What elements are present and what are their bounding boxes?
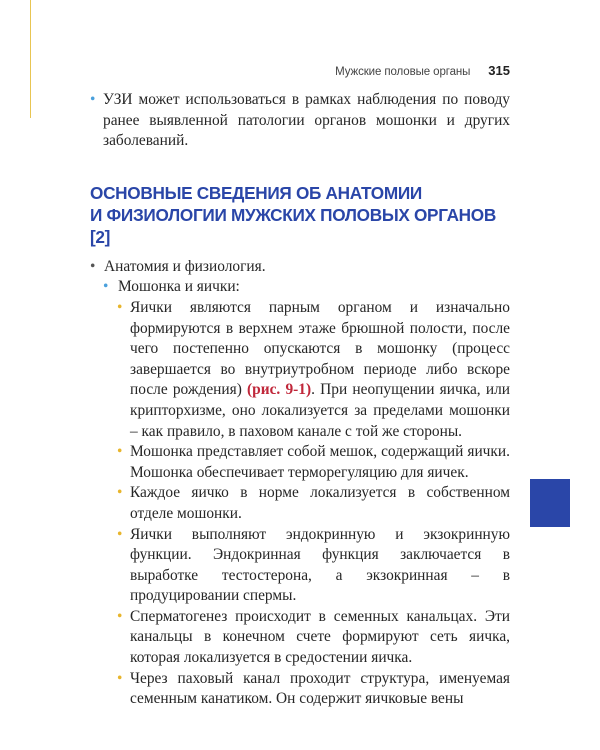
list-item: [90, 90, 510, 152]
intro-text: УЗИ может использоваться в рамках наблюдения по поводу ранее выявленной патологии органов мошонки и других заболеваний.: [103, 91, 510, 150]
bullet-icon: •: [90, 257, 96, 275]
list-item: [90, 483, 510, 524]
list-item: [90, 298, 510, 442]
chapter-thumb-tab: [530, 479, 570, 527]
page-body: [90, 90, 510, 710]
list-item-level-1: [90, 257, 510, 278]
bullet-icon: •: [90, 91, 96, 108]
level-1-text: Анатомия и физиология.: [104, 257, 266, 275]
section-heading: [90, 182, 510, 248]
list-item: [90, 442, 510, 483]
item-text: Через паховый канал проходит структура, именуемая семенным канатиком. Он содержит яичковые вены: [130, 669, 510, 708]
list-item: [90, 525, 510, 607]
bullet-icon: •: [103, 278, 109, 296]
level-2-text: Мошонка и яички:: [118, 278, 240, 296]
margin-rule: [30, 0, 31, 118]
bullet-icon: •: [117, 443, 123, 461]
list-item: [90, 607, 510, 669]
running-header-title: Мужские половые органы: [335, 66, 471, 78]
bullet-icon: •: [117, 484, 123, 502]
running-header: [90, 62, 510, 80]
item-text: Яички являются парным органом и изначально формируются в верхнем этаже брюшной полости, после чего постепенно опускаются в мошонку (процесс завершается во внутриутробном периоде либо вскоре после рождения): [130, 298, 510, 399]
bullet-icon: •: [117, 525, 123, 543]
item-text: . При неопущении яичка, или крипторхизме, оно локализуется за пределами мошонки – как правило, в паховом канале с той же стороны.: [130, 381, 510, 440]
section-heading-line-2: И ФИЗИОЛОГИИ МУЖСКИХ ПОЛОВЫХ ОРГАНОВ [2]: [90, 204, 496, 247]
item-text: Каждое яичко в норме локализуется в собственном отделе мошонки.: [130, 484, 510, 522]
bullet-icon: •: [117, 298, 123, 316]
bullet-icon: •: [117, 607, 123, 625]
item-text: Сперматогенез происходит в семенных канальцах. Эти канальцы в конечном счете формируют сеть яичка, которая локализуется в средостении яичка.: [130, 607, 510, 667]
list-item: [90, 669, 510, 710]
section-heading-line-1: ОСНОВНЫЕ СВЕДЕНИЯ ОБ АНАТОМИИ: [90, 182, 422, 203]
page-number: 315: [488, 63, 510, 78]
figure-reference-link[interactable]: (рис. 9-1): [247, 381, 312, 399]
list-item-level-2: [90, 277, 510, 298]
item-text: Яички выполняют эндокринную и экзокринную функции. Эндокринная функция заключается в выработке тестостерона, а экзокринная – в продуцировании спермы.: [130, 525, 510, 605]
item-text: Мошонка представляет собой мешок, содержащий яички. Мошонка обеспечивает терморегуляцию для яичек.: [130, 443, 510, 481]
bullet-icon: •: [117, 669, 123, 687]
